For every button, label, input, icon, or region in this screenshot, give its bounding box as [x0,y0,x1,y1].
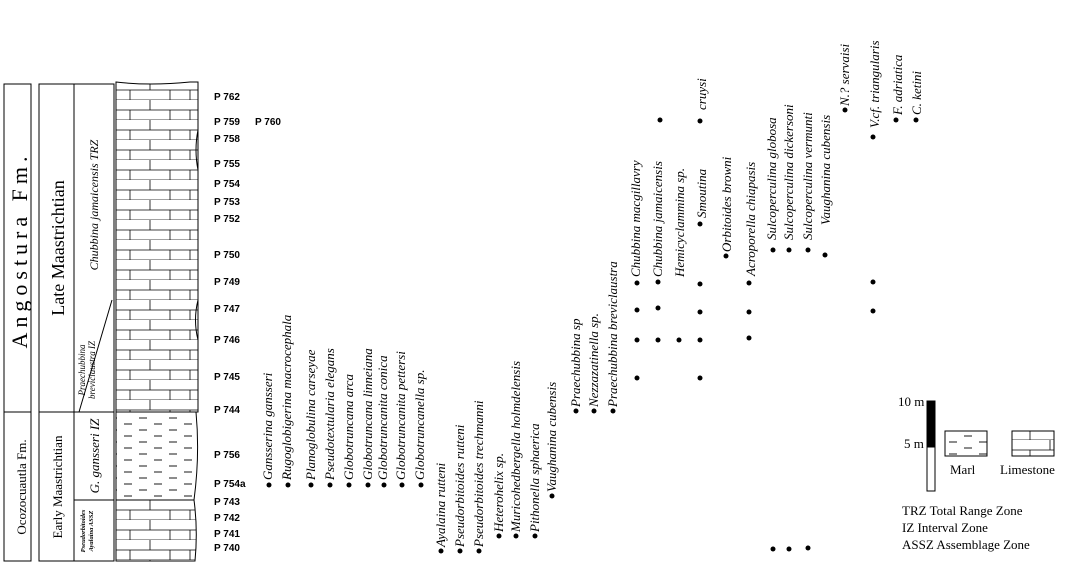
occurrence-dot [698,310,703,315]
occurrence-dot [533,534,538,539]
limestone-lower-unit [116,500,196,561]
taxon-label: Heterohelix sp. [491,453,506,532]
occurrence-dot [747,310,752,315]
occurrence-dot [871,135,876,140]
occurrence-dot [635,338,640,343]
occurrence-dot [497,534,502,539]
stage-late-label: Late Maastrichtian [48,180,68,316]
occurrence-dot [382,483,387,488]
occurrence-dot [347,483,352,488]
legend-abbr-assz: ASSZ Assemblage Zone [902,537,1030,552]
scale-bar [898,394,935,491]
occurrence-dot [366,483,371,488]
taxon-label: Pseudotextularia elegans [322,348,337,480]
occurrence-dot [592,409,597,414]
taxon-label: N.? servaisi [837,43,852,106]
sample-label: P 760 [255,117,281,128]
sample-label: P 742 [214,513,240,524]
taxon-label: Ayalaina rutteni [433,462,448,547]
occurrence-dot [677,338,682,343]
occurrence-dot [843,108,848,113]
taxon-label: Pseudorbitoides trechmanni [471,400,486,547]
sample-label: P 745 [214,372,240,383]
taxon-label: Chubbina macgillavry [628,160,643,277]
taxon-label: Globotruncanella sp. [412,369,427,480]
sample-label: P 740 [214,543,240,554]
occurrence-dot [439,549,444,554]
taxon-label: Sulcoperculina vermunti [800,112,815,240]
occurrence-dot [787,248,792,253]
lithologic-column [116,82,198,561]
taxon-label: Orbitoides browni [719,156,734,252]
legend-limestone-label: Limestone [1000,462,1055,477]
occurrence-dot [635,308,640,313]
occurrence-dot [611,409,616,414]
taxon-label: Vaughanina cubensis [818,114,833,225]
taxon-label: Nezzazatinella sp. [586,313,601,407]
taxon-label: Pseudorbitoides rutteni [452,424,467,547]
occurrence-dot [698,338,703,343]
taxon-label: Sulcoperculina dickersoni [781,104,796,240]
sample-label: P 749 [214,277,240,288]
sample-label: P 753 [214,197,240,208]
taxon-label: V.cf. triangularis [867,40,882,128]
occurrence-dot [458,549,463,554]
legend-marl-label: Marl [950,462,976,477]
sample-label: P 754 [214,179,240,190]
occurrence-dot [267,483,272,488]
taxon-label: Muricohedbergella holmdelensis [508,360,523,532]
zone-assz-label-2: Ayalaina ASSZ [88,510,95,552]
taxon-label: Pithonella sphaerica [527,423,542,532]
taxon-label: Vaughanina cubensis [544,381,559,492]
sample-label: P 758 [214,134,240,145]
occurrence-dot [698,282,703,287]
stage-early-label: Early Maastrichtian [50,435,65,539]
occurrence-dot [286,483,291,488]
scale-label-10m: 10 m [898,394,925,409]
taxa-labels [260,40,924,548]
sample-label: P 743 [214,497,240,508]
occurrence-dot [656,338,661,343]
occurrence-dot [635,376,640,381]
occurrence-dot [514,534,519,539]
occurrence-dot [656,306,661,311]
occurrence-dot [806,546,811,551]
legend-abbr-iz: IZ Interval Zone [902,520,988,535]
legend [898,394,1055,552]
zone-iz-label-2: breviclaustra IZ [87,341,97,399]
sample-label: P 762 [214,92,240,103]
zone-assz-label-1: Pseudorbitoides [80,509,87,553]
occurrence-dot [771,248,776,253]
sample-label: P 752 [214,214,240,225]
occurrence-dot [894,118,899,123]
occurrence-dot [747,336,752,341]
occurrence-dot [698,222,703,227]
sample-label: P 747 [214,304,240,315]
taxon-label: F. adriatica [890,54,905,115]
occurrence-dot [724,254,729,259]
occurrence-dot [823,253,828,258]
occurrence-dot [658,118,663,123]
occurrence-dot [771,547,776,552]
sample-label: P 741 [214,529,240,540]
marl-unit [116,412,198,500]
taxon-label: Globotruncana linneiana [360,348,375,480]
taxon-label: Praechubbina breviclaustra [605,261,620,407]
legend-abbr-trz: TRZ Total Range Zone [902,503,1023,518]
taxon-label: Praechubbina sp [568,318,583,407]
taxon-label: Gansserina gansseri [260,372,275,480]
taxon-label: Planoglobulina carseyae [303,349,318,480]
taxon-label: Globotruncanita conica [375,355,390,480]
occurrence-dot [747,281,752,286]
sample-label: P 750 [214,250,240,261]
scale-label-5m: 5 m [904,436,924,451]
legend-limestone [1000,431,1055,477]
formation-lower-label: Ocozocuautla Fm. [14,439,29,535]
occurrence-dot [550,494,555,499]
taxon-label: Smoutina [694,168,709,218]
zone-iz-label-1: Praechubbina [77,344,87,396]
occurrence-dot [698,376,703,381]
occurrence-dot [309,483,314,488]
occurrence-dot [656,280,661,285]
sample-label: P 754a [214,479,246,490]
occurrence-dot [698,119,703,124]
taxon-label: Rugoglobigerina macrocephala [279,314,294,480]
legend-marl [945,431,987,477]
taxon-label: Acroporella chiapasis [743,161,758,276]
taxon-label: cruysi [694,78,709,110]
sample-label: P 755 [214,159,240,170]
occurrence-dot [328,483,333,488]
formation-upper-label: Angostura Fm. [7,151,32,349]
occurrence-dot [400,483,405,488]
taxon-label: Globotruncanita pettersi [393,351,408,480]
occurrence-dot [477,549,482,554]
occurrence-dot [871,280,876,285]
taxon-label: Chubbina jamaicensis [650,161,665,277]
sample-label: P 746 [214,335,240,346]
limestone-upper-unit [116,82,198,412]
sample-label: P 759 [214,117,240,128]
taxon-label: C. ketini [909,70,924,115]
occurrence-dot [871,309,876,314]
zone-gansseri-label: G. gansseri IZ [87,418,102,494]
taxon-label: Globotruncana arca [341,373,356,480]
occurrence-dot [574,409,579,414]
occurrence-dot [787,547,792,552]
sample-label: P 756 [214,450,240,461]
zone-trz-label: Chubbina jamaicensis TRZ [87,139,101,271]
taxon-label: Sulcoperculina globosa [764,117,779,240]
occurrence-dot [635,281,640,286]
occurrence-dot [806,248,811,253]
sample-label: P 744 [214,405,240,416]
occurrence-dot [419,483,424,488]
occurrence-dot [914,118,919,123]
taxon-label: Hemicyclammina sp. [672,167,687,277]
